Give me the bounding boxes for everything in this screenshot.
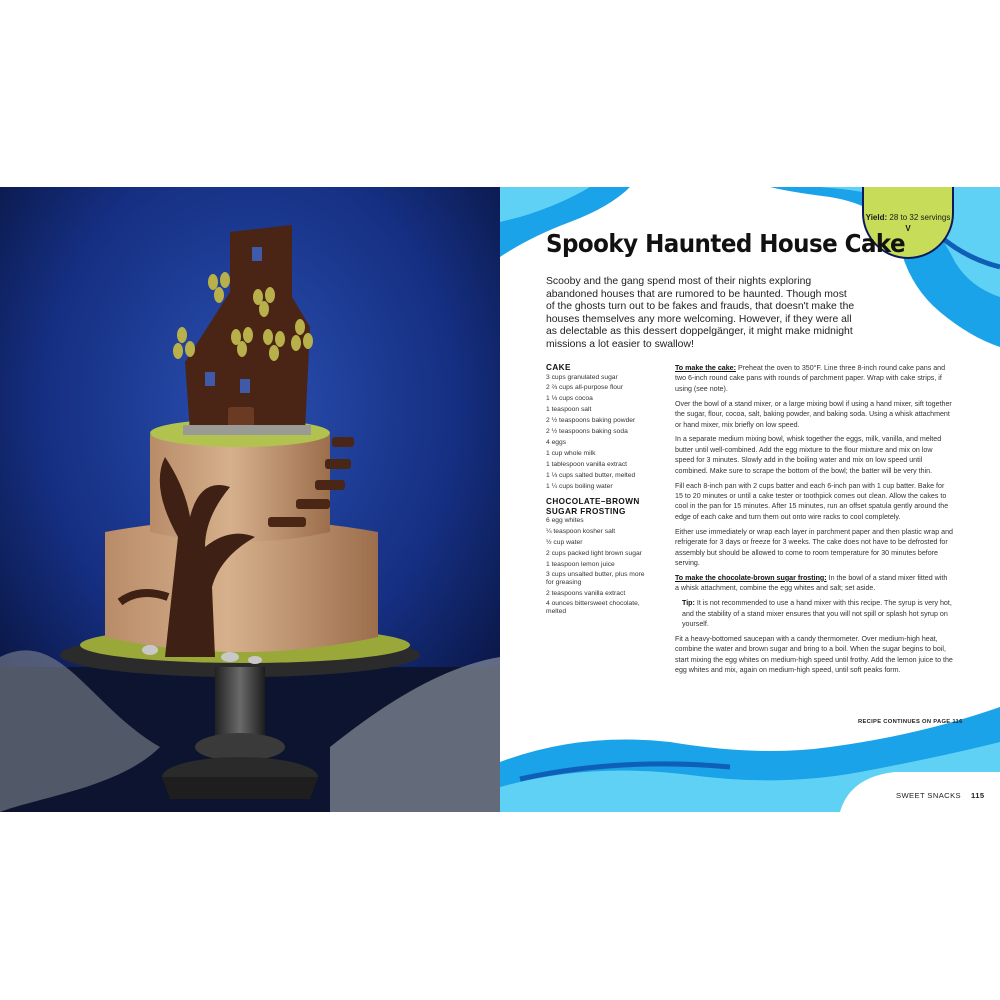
ingredients-column — [546, 363, 646, 618]
instruction-paragraph — [675, 363, 953, 394]
tip-lead: Tip: — [682, 599, 695, 608]
cake-photo — [0, 187, 500, 812]
instruction-paragraph: Fill each 8-inch pan with 2 cups batter and each 6-inch pan with 1 cup batter. Bake for 15 to 20 minutes or until a cake tester or toothpick comes out clean. Allow the cakes to cool in the pan for 15 minutes. After 15 minutes, run an offset spatula gently around the edge of each cake and turn them out onto wire racks to cool completely. — [675, 481, 949, 521]
ingredient-item: 6 egg whites — [546, 517, 584, 525]
page-footer — [896, 791, 984, 800]
cake-heading: CAKE — [546, 363, 571, 372]
book-spread — [0, 187, 1000, 812]
ingredient-item: 2 teaspoons vanilla extract — [546, 590, 626, 597]
section-name: SWEET SNACKS — [896, 791, 962, 800]
tip-text: It is not recommended to use a hand mixer with this recipe. The syrup is very hot, and the stability of a stand mixer ensures that you will not spill or splash hot syrup on yourself. — [682, 599, 952, 628]
ingredient-item: 2 ½ teaspoons baking soda — [546, 428, 628, 436]
instruction-paragraph: Fit a heavy-bottomed saucepan with a candy thermometer. Over medium-high heat, combine the water and brown sugar and bring to a boil. When the sugar begins to boil, start mixing the egg whites on medium-high speed until frothy. Add the lemon juice to the egg whites and mix, again on medium-high speed, until soft peaks form. — [675, 634, 953, 675]
ingredient-item: 4 ounces bittersweet chocolate, melted — [546, 599, 640, 615]
frosting-step-lead: To make the chocolate-brown sugar frosting: — [675, 573, 827, 582]
recipe-title: Spooky Haunted House Cake — [546, 229, 906, 258]
frosting-ingredient-list — [546, 516, 646, 615]
instruction-paragraph: In a separate medium mixing bowl, whisk together the eggs, milk, vanilla, and melted butter until well-combined. Add the egg mixture to the flour mixture and mix on low speed for 3 minutes. Slowly add in the boiling water and mix on low speed until combined. Make sure to scrape the bottom of the bowl; the batter will be very thin. — [675, 435, 942, 475]
ingredient-item: 1 ⅓ cups cocoa — [546, 395, 593, 403]
yield-mark: V — [905, 224, 911, 233]
cake-ingredient-list — [546, 373, 646, 493]
ingredient-item: ¼ teaspoon kosher salt — [546, 528, 616, 536]
ingredient-item: 4 eggs — [546, 438, 567, 446]
frosting-heading: CHOCOLATE–BROWN SUGAR FROSTING — [546, 497, 640, 516]
page-number: 115 — [971, 791, 985, 800]
ingredient-item: 3 cups granulated sugar — [546, 373, 618, 381]
tip-paragraph — [682, 598, 953, 629]
ingredient-item: 2 cups packed light brown sugar — [546, 550, 642, 558]
instruction-paragraph: Over the bowl of a stand mixer, or a large mixing bowl if using a hand mixer, sift together the sugar, flour, cocoa, salt, baking powder, and baking soda. Using a whisk attachment or hand mixer, mix briefly on low speed. — [675, 399, 952, 429]
instruction-paragraph — [675, 573, 953, 594]
ingredient-item: 3 cups unsalted butter, plus more for greasing — [546, 571, 645, 586]
haunted-house-cake-image — [0, 187, 500, 812]
ingredient-item: 1 cup whole milk — [546, 449, 596, 457]
instruction-paragraph: Either use immediately or wrap each layer in parchment paper and then plastic wrap and refrigerate for 3 days or freeze for 3 weeks. The cake does not have to be defrosted for assembly but should be allowed to come to room temperature for 30 minutes before serving. — [675, 527, 953, 567]
ingredient-item: 2 ⅔ cups all-purpose flour — [546, 384, 623, 392]
ingredient-item: 1 teaspoon salt — [546, 406, 592, 414]
continues-note: RECIPE CONTINUES ON PAGE 116 — [858, 719, 963, 725]
recipe-page — [500, 187, 1000, 812]
yield-value: 28 to 32 servings — [889, 213, 951, 222]
ingredient-item: 2 ½ teaspoons baking powder — [546, 417, 636, 425]
instructions-column — [675, 363, 953, 680]
ingredient-item: 1 tablespoon vanilla extract — [546, 460, 628, 468]
recipe-intro: Scooby and the gang spend most of their nights exploring abandoned houses that are rumored to be haunted. Though most of the ghosts turn out to be fakes and frauds, that doesn't make the houses themselves any more welcoming. However, if they were all as delectable as this dessert doppelgänger, it might make midnight missions a lot easier to swallow! — [546, 276, 855, 350]
ingredient-item: 1 ¼ cups boiling water — [546, 482, 613, 490]
ingredient-item: ½ cup water — [546, 539, 583, 547]
instruction-text: In the bowl of a stand mixer fitted with a whisk attachment, combine the egg whites and salt; set aside. — [675, 573, 948, 593]
yield-label: Yield: — [865, 213, 888, 222]
ingredient-item: 1 ⅓ cups salted butter, melted — [546, 471, 636, 479]
instruction-text: Preheat the oven to 350°F. Line three 8-inch round cake pans and two 6-inch round cake pans with rounds of parchment paper. Wrap with cake strips, if using (see note). — [675, 364, 946, 393]
cake-step-lead: To make the cake: — [675, 364, 736, 372]
ingredient-item: 1 teaspoon lemon juice — [546, 561, 615, 569]
